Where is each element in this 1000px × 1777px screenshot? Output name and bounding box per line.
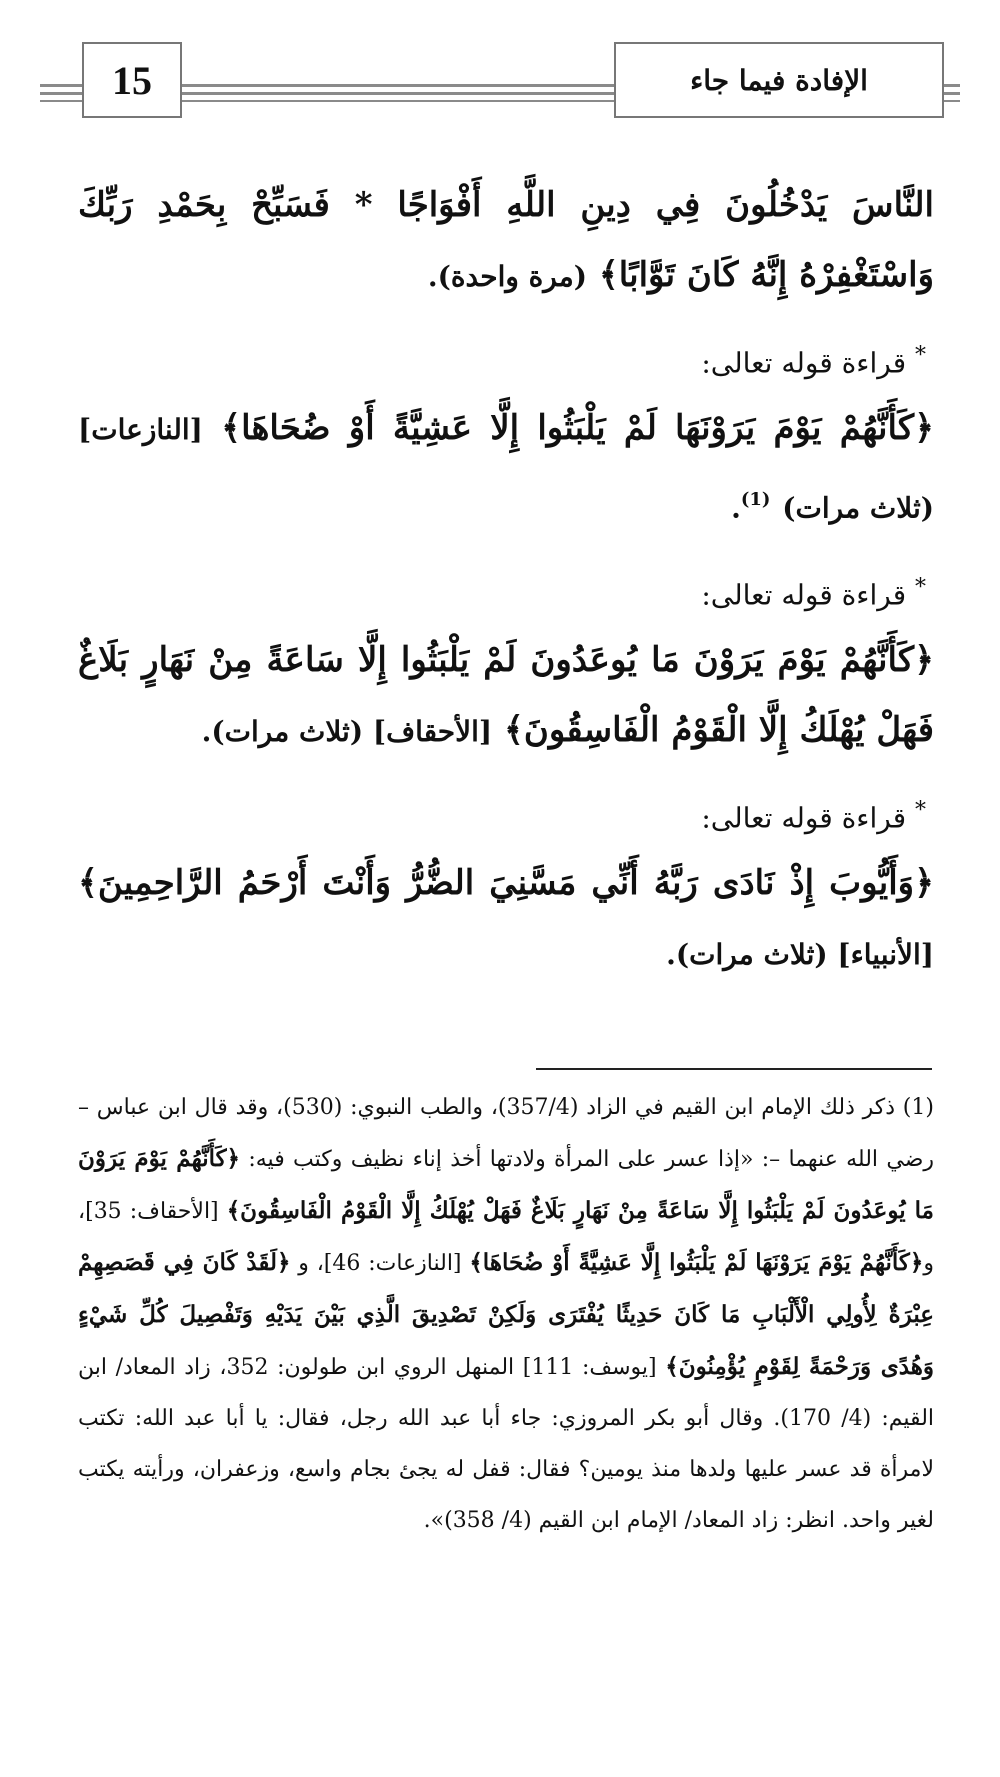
- footnote-text: [النازعات: 46]، و: [290, 1251, 470, 1276]
- asterisk-icon: *: [915, 343, 926, 368]
- footnote-text: (1) ذكر ذلك الإمام ابن القيم في الزاد (357/4)، والطب النبوي: (530)، وقد قال ابن عباس – رضي الله عنهما –: «إذا عسر على المرأة ولادتها أخذ إناء نظيف وكتب فيه:: [78, 1095, 934, 1172]
- page-number: 15: [82, 42, 182, 118]
- verse-text: النَّاسَ يَدْخُلُونَ فِي دِينِ اللَّهِ أَفْوَاجًا * فَسَبِّحْ بِحَمْدِ رَبِّكَ وَاسْتَغْفِرْهُ إِنَّهُ كَانَ تَوَّابًا﴾: [78, 185, 934, 295]
- section-heading: * قراءة قوله تعالى:: [701, 343, 926, 380]
- section-heading: * قراءة قوله تعالى:: [701, 797, 926, 835]
- section-heading: * قراءة قوله تعالى:: [701, 574, 926, 611]
- footnote-text: [يوسف: 111] المنهل الروي ابن طولون: 352، زاد المعاد/ ابن القيم: (4/ 170). وقال أبو بكر المروزي: جاء أبا عبد الله رجل، فقال: يا أبا عبد الله: تكتب لامرأة قد عسر عليها ولدها منذ يومين؟ فقال: قفل له يجئ بجام واسع، وزعفران، ورأيته يكتب لغير واحد. انظر: زاد المعاد/ الإمام ابن القيم (4/ 358)».: [78, 1355, 935, 1533]
- verse-paragraph-1: [78, 170, 934, 312]
- surah-reference: [الأحقاف] (ثلاث مرات).: [201, 714, 493, 748]
- footnote-separator: [536, 1068, 932, 1070]
- verse-paragraph-2: ﴿كَأَنَّهُمْ يَوْمَ يَرَوْنَهَا لَمْ يَلْبَثُوا إِلَّا عَشِيَّةً أَوْ ضُحَاهَا﴾ [النازعات] (ثلاث مرات) $^{(1)}$.: [78, 408, 934, 525]
- footnote-quote: ﴿كَأَنَّهُمْ يَوْمَ يَرَوْنَ مَا يُوعَدُونَ لَمْ يَلْبَثُوا إِلَّا سَاعَةً مِنْ نَهَارٍ بَلَاغٌ فَهَلْ يُهْلَكُ إِلَّا الْقَوْمُ الْفَاسِقُونَ﴾: [78, 1145, 934, 1224]
- verse-text: ﴿وَأَيُّوبَ إِذْ نَادَى رَبَّهُ أَنِّي مَسَّنِيَ الضُّرُّ وَأَنْتَ أَرْحَمُ الرَّاحِمِينَ﴾: [78, 863, 934, 904]
- asterisk-icon: *: [915, 574, 926, 600]
- footnote-quote: ﴿لَقَدْ كَانَ فِي قَصَصِهِمْ عِبْرَةٌ لِأُولِي الْأَلْبَابِ مَا كَانَ حَدِيثًا يُفْتَرَى وَلَكِنْ تَصْدِيقَ الَّذِي بَيْنَ يَدَيْهِ وَتَفْصِيلَ كُلِّ شَيْءٍ وَهُدًى وَرَحْمَةً لِقَوْمٍ يُؤْمِنُونَ﴾: [78, 1249, 935, 1380]
- surah-reference: [النازعات] (ثلاث مرات): [78, 413, 934, 525]
- footnote: [78, 1082, 934, 1546]
- verse-paragraph-4: [78, 848, 934, 990]
- verse-text: ﴿كَأَنَّهُمْ يَوْمَ يَرَوْنَهَا لَمْ يَلْبَثُوا إِلَّا عَشِيَّةً أَوْ ضُحَاهَا﴾: [221, 408, 934, 449]
- running-title: الإفادة فيما جاء: [614, 42, 944, 118]
- footnote-text: [الأحقاف: 35]، و: [78, 1199, 934, 1276]
- surah-reference: [الأنبياء] (ثلاث مرات).: [666, 938, 934, 972]
- footnote-marker[interactable]: (1): [740, 489, 771, 511]
- verse-text: ﴿كَأَنَّهُمْ يَوْمَ يَرَوْنَ مَا يُوعَدُونَ لَمْ يَلْبَثُوا إِلَّا سَاعَةً مِنْ نَهَارٍ بَلَاغٌ فَهَلْ يُهْلَكُ إِلَّا الْقَوْمُ الْفَاسِقُونَ﴾: [78, 639, 934, 750]
- asterisk-icon: *: [915, 797, 926, 823]
- main-text: [78, 170, 934, 990]
- footnote-quote: ﴿كَأَنَّهُمْ يَوْمَ يَرَوْنَهَا لَمْ يَلْبَثُوا إِلَّا عَشِيَّةً أَوْ ضُحَاهَا﴾: [469, 1249, 924, 1276]
- page-header: [0, 0, 1000, 130]
- repeat-note: (مرة واحدة).: [427, 260, 587, 293]
- verse-paragraph-3: [78, 625, 934, 767]
